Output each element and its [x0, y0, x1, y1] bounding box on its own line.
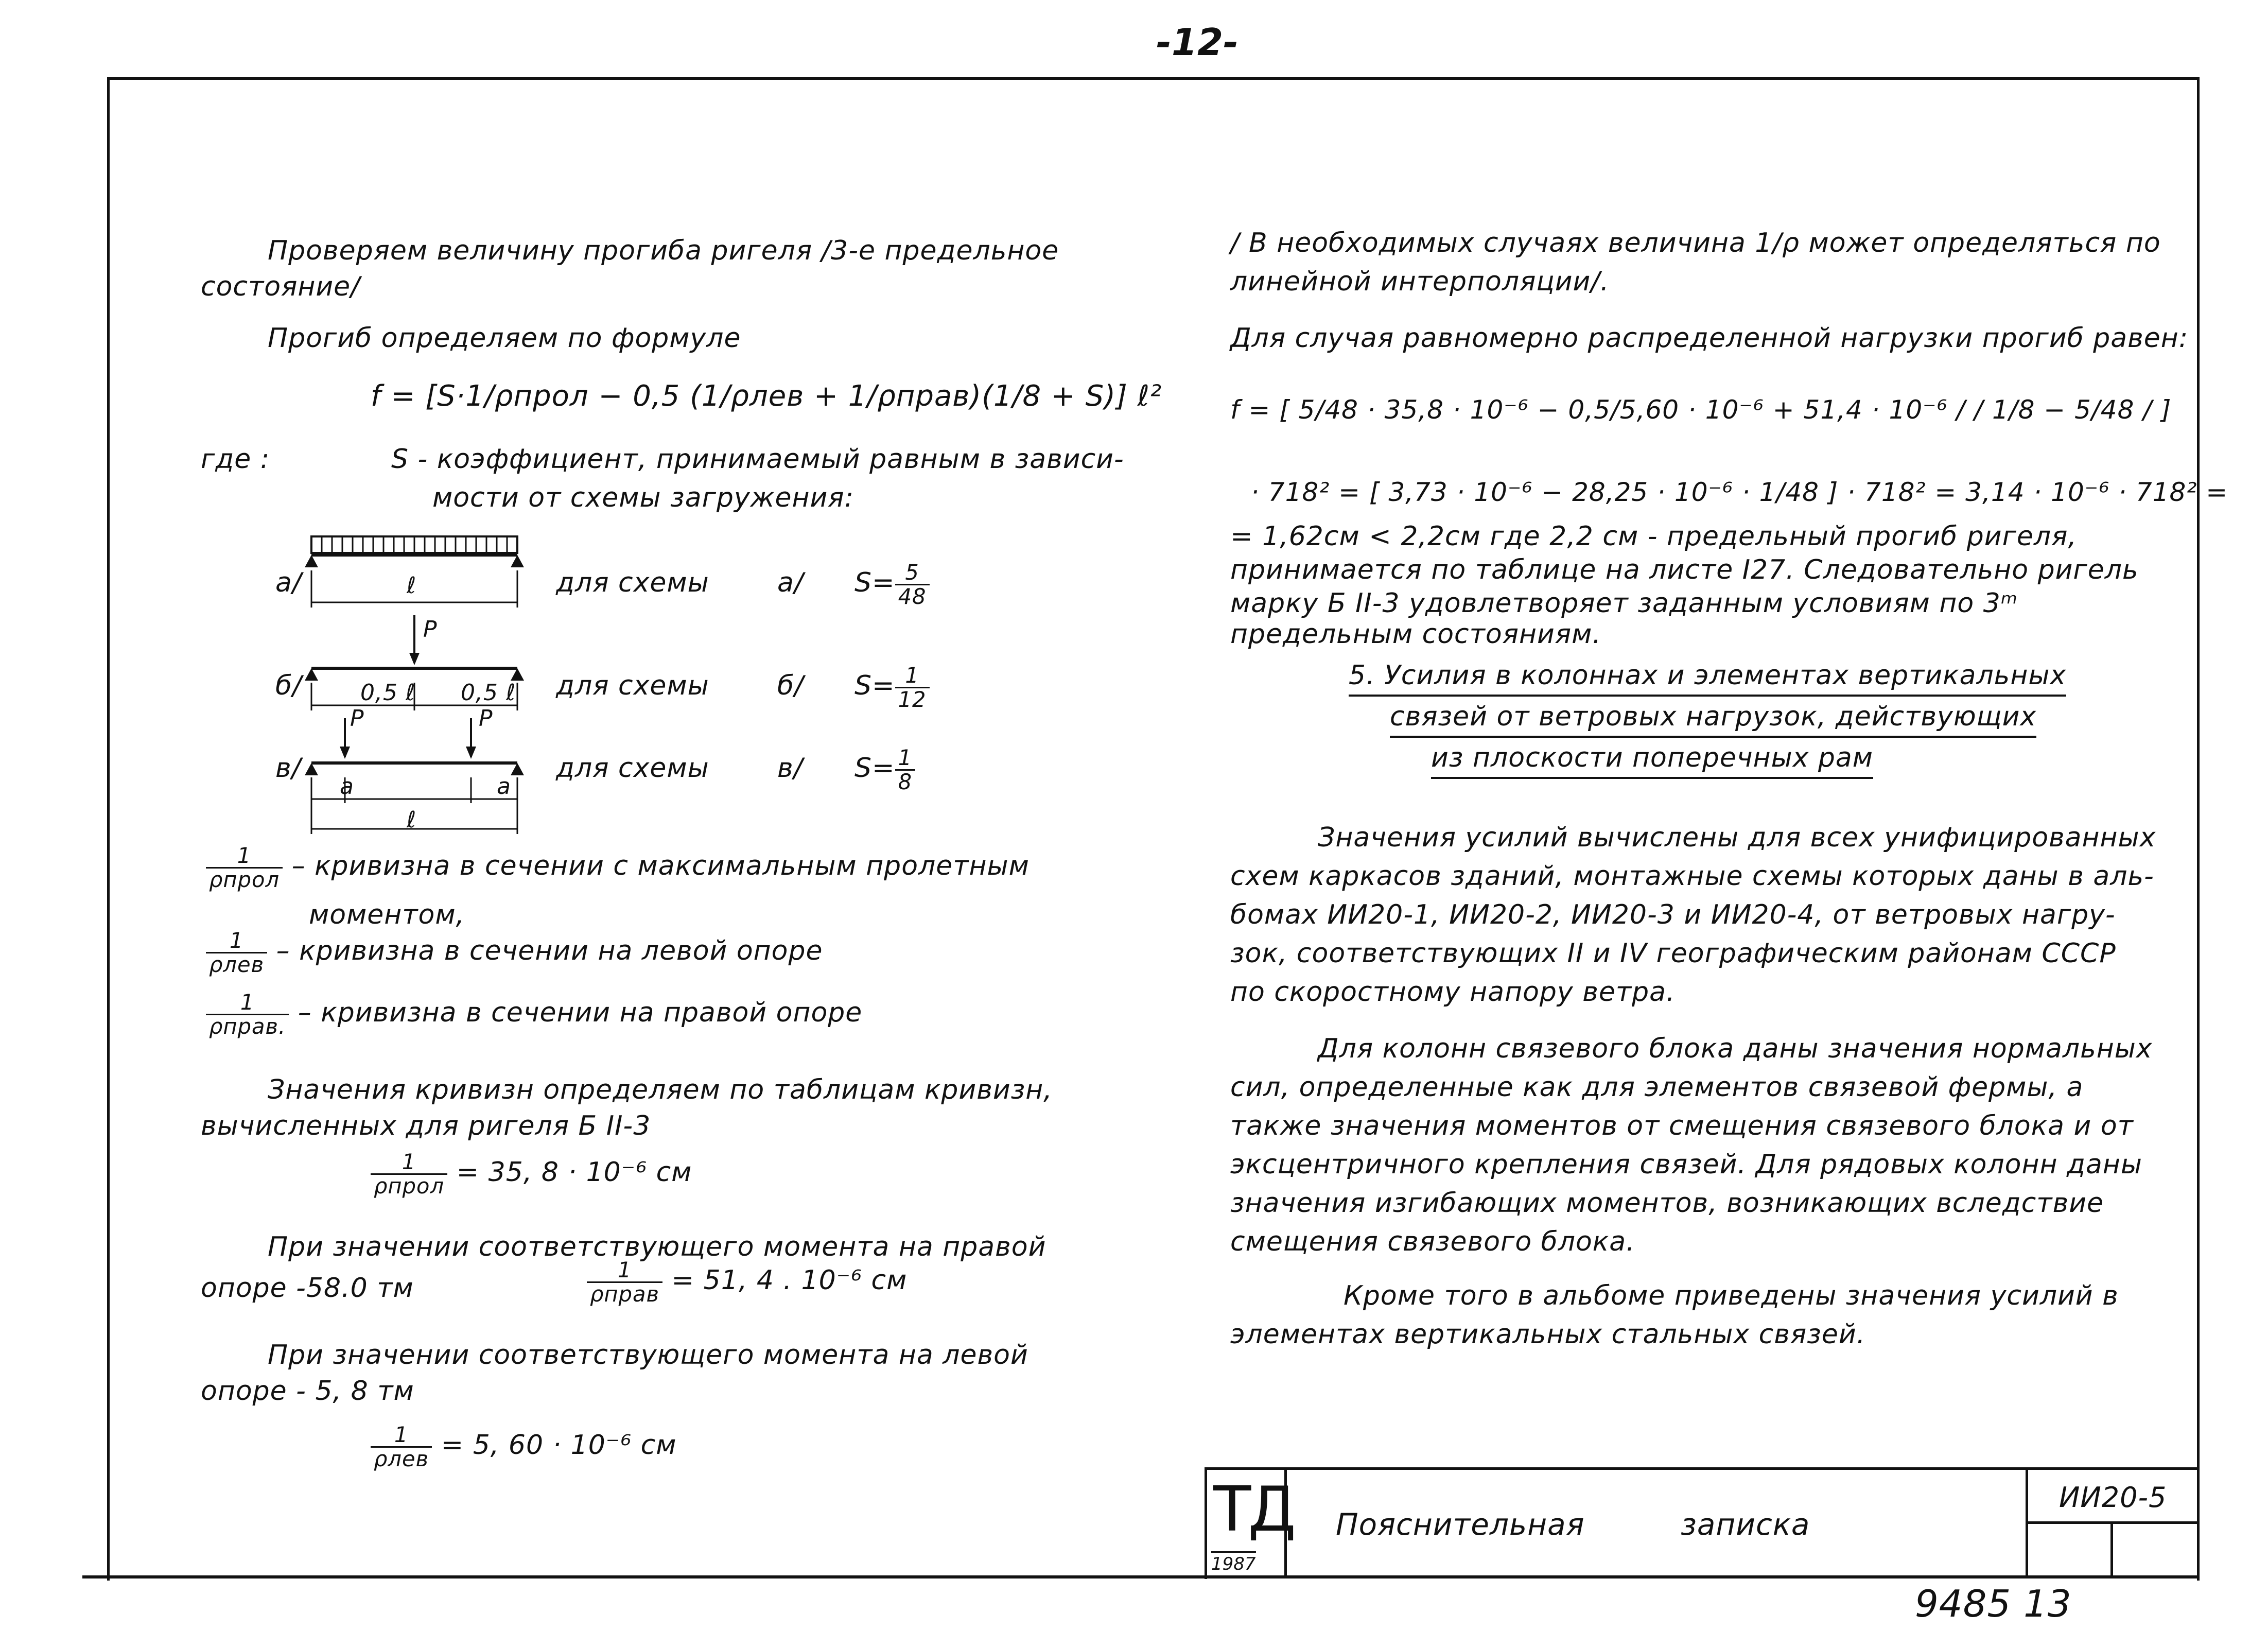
formula-intro: Прогиб определяем по формуле [268, 323, 741, 354]
scheme-s-a: S= $\frac{5}{48}$ [854, 561, 930, 608]
uniform-load-intro: Для случая равномерно распределенной нагрузки прогиб равен: [1230, 323, 2189, 354]
body-2-line-4: эксцентричного крепления связей. Для рядовых колонн даны [1230, 1149, 2142, 1180]
year-label: 1987 [1211, 1551, 1256, 1574]
half-span-right: 0,5 ℓ [461, 680, 516, 706]
code-sub-divider [2110, 1521, 2113, 1576]
series-code: ИИ20-5 [2059, 1481, 2167, 1514]
scheme-label-c: для схемы [556, 753, 709, 784]
right-support-line-1: При значении соответствующего момента на правой [268, 1231, 1046, 1262]
load-label-c2: P [479, 705, 493, 732]
calc-line-2: · 718² = [ 3,73 · 10⁻⁶ − 28,25 · 10⁻⁶ · 1/48 ] · 718² = 3,14 · 10⁻⁶ · 718² = [1251, 477, 2228, 507]
where-label: где : [201, 444, 270, 475]
curvature-span-line-2: моментом, [309, 899, 465, 930]
body-1-line-4: зок, соответствующих II и IV географическим районам СССР [1230, 938, 2116, 969]
s-definition-line-1: S - коэффициент, принимаемый равным в зависи- [391, 444, 1124, 475]
section-heading-line-1: 5. Усилия в колоннах и элементах вертикальных [1349, 659, 2066, 697]
body-3-line-1: Кроме того в альбоме приведены значения усилий в [1344, 1280, 2119, 1311]
section-heading-line-3: из плоскости поперечных рам [1431, 741, 1873, 779]
left-support-line-1: При значении соответствующего момента на левой [268, 1340, 1028, 1371]
title-block [1205, 1467, 2197, 1579]
dim-a-right: a [497, 773, 511, 800]
body-1-line-1: Значения усилий вычислены для всех унифицированных [1318, 822, 2156, 853]
curvature-span: $\frac{1}{\text{ρпрол}}$ – кривизна в сечении с максимальным пролетным [206, 844, 1030, 891]
interp-note-line-1: / В необходимых случаях величина 1/ρ может определяться по [1230, 228, 2161, 258]
interp-note-line-2: линейной интерполяции/. [1230, 266, 1610, 297]
curvature-left: $\frac{1}{\text{ρлев}}$ – кривизна в сечении на левой опоре [206, 929, 823, 976]
title-block-code-cell [2026, 1470, 2197, 1576]
archive-number: 9485 13 [1915, 1582, 2072, 1625]
s-definition-line-2: мости от схемы загружения: [432, 482, 854, 513]
body-3-line-2: элементах вертикальных стальных связей. [1230, 1319, 1866, 1350]
calc-line-4: принимается по таблице на листе I27. Следовательно ригель [1230, 554, 2139, 585]
body-2-line-1: Для колонн связевого блока даны значения нормальных [1318, 1033, 2153, 1064]
curvature-right: $\frac{1}{\text{ρправ.}}$ – кривизна в сечении на правой опоре [206, 991, 862, 1037]
scheme-s-b: S= $\frac{1}{12}$ [854, 664, 930, 710]
calc-line-6: предельным состояниям. [1230, 619, 1601, 650]
load-label-c1: P [350, 705, 364, 732]
page-number: -12- [1156, 21, 1238, 64]
body-2-line-6: смещения связевого блока. [1230, 1226, 1635, 1257]
scheme-mark-c: в/ [275, 753, 302, 784]
body-1-line-2: схем каркасов зданий, монтажные схемы которых даны в аль- [1230, 861, 2154, 892]
scheme-s-c: S= $\frac{1}{8}$ [854, 747, 915, 793]
right-support-line-2: опоре -58.0 тм [201, 1273, 414, 1304]
organization-logo: ТД [1213, 1474, 1294, 1546]
curvature-value-span: $\frac{1}{\text{ρпрол}}$ = 35, 8 · 10⁻⁶ см [371, 1151, 692, 1197]
scheme-mark-b: б/ [275, 670, 302, 701]
title-block-logo-cell [1207, 1470, 1294, 1576]
body-1-line-5: по скоростному напору ветра. [1230, 977, 1676, 1008]
curvature-values-line-2: вычисленных для ригеля Б II-3 [201, 1111, 651, 1141]
calc-line-5: марку Б II-3 удовлетворяет заданным условиям по 3ᵐ [1230, 588, 2018, 619]
calc-line-3: = 1,62см < 2,2см где 2,2 см - предельный прогиб ригеля, [1230, 521, 2077, 552]
document-title-word-2: записка [1681, 1507, 1810, 1542]
span-label-c: ℓ [407, 807, 417, 833]
intro-line-1: Проверяем величину прогиба ригеля /3-е предельное [268, 235, 1059, 266]
deflection-formula: f = [S·1/ρпрол − 0,5 (1/ρлев + 1/ρправ)(1/8 + S)] ℓ² [371, 379, 1162, 413]
curvature-value-right: $\frac{1}{\text{ρправ}}$ = 51, 4 . 10⁻⁶ см [587, 1259, 907, 1305]
curvature-value-left: $\frac{1}{\text{ρлев}}$ = 5, 60 · 10⁻⁶ см [371, 1424, 676, 1470]
scheme-label-b: для схемы [556, 670, 709, 701]
load-label-b: P [423, 616, 438, 643]
curvature-values-line-1: Значения кривизн определяем по таблицам кривизн, [268, 1074, 1053, 1105]
calc-line-1: f = [ 5/48 · 35,8 · 10⁻⁶ − 0,5/5,60 · 10⁻⁶ + 51,4 · 10⁻⁶ / / 1/8 − 5/48 / ] [1230, 395, 2172, 425]
scheme-tag-a: а/ [777, 567, 804, 598]
span-label-a: ℓ [407, 573, 417, 599]
document-title-word-1: Пояснительная [1336, 1507, 1585, 1542]
body-2-line-5: значения изгибающих моментов, возникающих вследствие [1230, 1188, 2104, 1219]
body-2-line-3: также значения моментов от смещения связевого блока и от [1230, 1111, 2134, 1141]
scheme-tag-c: в/ [777, 753, 804, 784]
intro-line-2: состояние/ [201, 271, 360, 302]
dim-a-left: a [340, 773, 354, 800]
section-heading-line-2: связей от ветровых нагрузок, действующих [1390, 700, 2036, 738]
scheme-mark-a: а/ [275, 567, 302, 598]
scheme-label-a: для схемы [556, 567, 709, 598]
left-support-line-2: опоре - 5, 8 тм [201, 1376, 414, 1407]
scheme-tag-b: б/ [777, 670, 804, 701]
body-2-line-2: сил, определенные как для элементов связевой фермы, а [1230, 1072, 2084, 1103]
half-span-left: 0,5 ℓ [360, 680, 416, 706]
body-1-line-3: бомах ИИ20-1, ИИ20-2, ИИ20-3 и ИИ20-4, от ветровых нагру- [1230, 899, 2116, 930]
load-scheme-diagrams [268, 530, 566, 849]
